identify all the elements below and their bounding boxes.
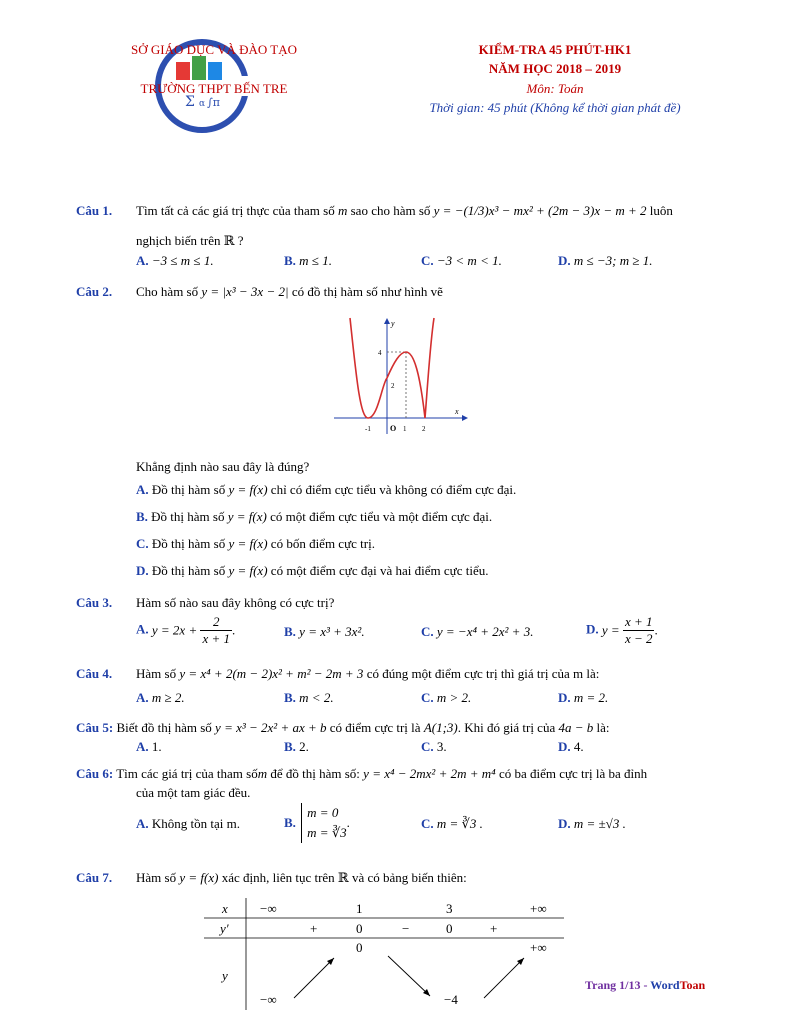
question-2: Câu 2. Cho hàm số y = |x³ − 3x − 2| có đồ thị hàm số như hình vẽ xyxy=(76,284,443,299)
svg-text:∫π: ∫π xyxy=(207,96,220,109)
header-dept: SỞ GIÁO DỤC VÀ ĐÀO TẠO xyxy=(131,42,297,57)
question-label: Câu 7. xyxy=(76,870,113,885)
table-yprime-zero-1: 0 xyxy=(356,921,363,936)
table-x-posinf: +∞ xyxy=(530,901,547,916)
q5-option-c[interactable]: C. 3. xyxy=(421,739,447,754)
question-label: Câu 5: xyxy=(76,720,114,735)
question-4: Câu 4. Hàm số y = x⁴ + 2(m − 2)x² + m² − 2m + 3 có đúng một điểm cực trị thì giá trị của m là: xyxy=(76,666,600,681)
table-y-min: −4 xyxy=(444,992,458,1007)
q2-option-b[interactable]: B. Đồ thị hàm số y = f(x) có một điểm cực tiểu và một điểm cực đại. xyxy=(136,509,493,524)
exam-subject: Môn: Toán xyxy=(526,81,584,96)
q5-option-b[interactable]: B. 2. xyxy=(284,739,309,754)
table-y-posinf: +∞ xyxy=(530,940,547,955)
q3-option-d[interactable]: D. y = $\frac{x + 1}{x - 2}$ . xyxy=(586,614,658,646)
question-5: Câu 5: Biết đồ thị hàm số y = x³ − 2x² + ax + b có điểm cực trị là A(1;3). Khi đó giá trị của 4a − b là: xyxy=(76,720,610,735)
q2-option-a[interactable]: A. Đồ thị hàm số y = f(x) chỉ có điểm cực tiểu và không có điểm cực đại. xyxy=(136,482,517,497)
y-axis-arrow xyxy=(384,318,390,324)
table-x-1: 1 xyxy=(356,901,363,916)
q2-option-c[interactable]: C. Đồ thị hàm số y = f(x) có bốn điểm cực trị. xyxy=(136,536,375,551)
table-yprime-plus-2: + xyxy=(490,921,498,936)
q1-option-c[interactable]: C. −3 < m < 1. xyxy=(421,253,502,268)
brand-toan: Toan xyxy=(679,978,706,992)
exam-time: Thời gian: 45 phút (Không kể thời gian phát đề) xyxy=(429,100,681,115)
x-tick-1: 1 xyxy=(403,425,407,433)
q6-option-c[interactable]: C. m = ∛3 . xyxy=(421,816,483,831)
question-label: Câu 6: xyxy=(76,766,114,781)
function-graph xyxy=(330,314,470,438)
table-y-max: 0 xyxy=(356,940,363,955)
formula: y = x³ − 2x² + ax + b xyxy=(215,720,327,735)
arrow-decrease xyxy=(388,956,430,996)
q3-option-b[interactable]: B. y = x³ + 3x². xyxy=(284,624,365,639)
table-y-label: y xyxy=(222,968,228,983)
axis-x-label: x xyxy=(455,407,459,416)
page-number: Trang 1/13 - xyxy=(585,978,648,992)
q3-option-a[interactable]: A. y = 2x + $\frac{2}{x + 1}$ . xyxy=(136,614,236,646)
question-3: Câu 3. Hàm số nào sau đây không có cực trị? xyxy=(76,595,335,610)
exam-year: NĂM HỌC 2018 – 2019 xyxy=(488,61,622,76)
question-label: Câu 2. xyxy=(76,284,113,299)
q4-option-b[interactable]: B. m < 2. xyxy=(284,690,334,705)
formula: y = x⁴ + 2(m − 2)x² + m² − 2m + 3 xyxy=(179,666,364,681)
graph-curve xyxy=(350,318,434,418)
origin-label: O xyxy=(390,424,397,433)
q1-option-d[interactable]: D. m ≤ −3; m ≥ 1. xyxy=(558,253,653,268)
y-tick-2: 2 xyxy=(391,382,395,390)
arrow-increase-1 xyxy=(294,958,334,998)
question-label: Câu 3. xyxy=(76,595,113,610)
formula: y = |x³ − 3x − 2| xyxy=(201,284,289,299)
question-6-cont: của một tam giác đều. xyxy=(136,785,251,800)
svg-text:Σ: Σ xyxy=(185,94,195,110)
table-yprime-plus-1: + xyxy=(310,921,318,936)
q5-option-a[interactable]: A. 1. xyxy=(136,739,162,754)
q6-option-a[interactable]: A. Không tồn tại m. xyxy=(136,816,240,831)
x-axis-arrow xyxy=(462,415,468,421)
table-x-neginf: −∞ xyxy=(260,901,277,916)
q5-option-d[interactable]: D. 4. xyxy=(558,739,584,754)
q4-option-d[interactable]: D. m = 2. xyxy=(558,690,609,705)
brand-word: Word xyxy=(650,978,680,992)
question-1: Câu 1. Tìm tất cả các giá trị thực của tham số m sao cho hàm số y = −(1/3)x³ − mx² + (2m − 3)x − m + 2 luôn xyxy=(76,203,673,218)
q6-option-d[interactable]: D. m = ±√3 . xyxy=(558,816,626,831)
formula: y = −(1/3)x³ − mx² + (2m − 3)x − m + 2 xyxy=(433,203,647,218)
table-y-neginf: −∞ xyxy=(260,992,277,1007)
axis-y-label: y xyxy=(391,319,395,328)
q2-option-d[interactable]: D. Đồ thị hàm số y = f(x) có một điểm cực đại và hai điểm cực tiểu. xyxy=(136,563,489,578)
question-label: Câu 4. xyxy=(76,666,113,681)
q1-option-b[interactable]: B. m ≤ 1. xyxy=(284,253,332,268)
formula: y = f(x) xyxy=(179,870,219,885)
question-1-cont: nghịch biến trên ℝ ? xyxy=(136,233,244,248)
formula: y = x⁴ − 2mx² + 2m + m⁴ xyxy=(363,766,496,781)
table-yprime-zero-2: 0 xyxy=(446,921,453,936)
question-label: Câu 1. xyxy=(76,203,113,218)
x-tick-neg1: -1 xyxy=(365,425,371,433)
page-footer xyxy=(585,978,705,993)
q4-option-a[interactable]: A. m ≥ 2. xyxy=(136,690,185,705)
arrow-increase-2 xyxy=(484,958,524,998)
question-7: Câu 7. Hàm số y = f(x) xác định, liên tục trên ℝ và có bảng biến thiên: xyxy=(76,870,467,885)
table-yprime-minus: − xyxy=(402,921,410,936)
header-school: TRƯỜNG THPT BẾN TRE xyxy=(140,81,288,96)
x-tick-2: 2 xyxy=(422,425,426,433)
question-2-prompt: Khẳng định nào sau đây là đúng? xyxy=(136,459,310,474)
table-x-label: x xyxy=(222,901,228,916)
q3-option-c[interactable]: C. y = −x⁴ + 2x² + 3. xyxy=(421,624,534,639)
exam-title: KIỂM-TRA 45 PHÚT-HK1 xyxy=(478,42,632,57)
svg-text:α: α xyxy=(199,99,206,109)
question-6: Câu 6: Tìm các giá trị của tham sốm để đồ thị hàm số: y = x⁴ − 2mx² + 2m + m⁴ có ba điểm cực trị là ba đỉnh xyxy=(76,766,648,781)
q6-option-b[interactable]: B. m = 0 m = ∛3 . xyxy=(284,803,350,843)
table-yprime-label: y′ xyxy=(220,921,229,936)
y-tick-4: 4 xyxy=(378,349,382,357)
variation-table xyxy=(204,898,564,1010)
q4-option-c[interactable]: C. m > 2. xyxy=(421,690,472,705)
q1-option-a[interactable]: A. −3 ≤ m ≤ 1. xyxy=(136,253,214,268)
table-x-3: 3 xyxy=(446,901,453,916)
